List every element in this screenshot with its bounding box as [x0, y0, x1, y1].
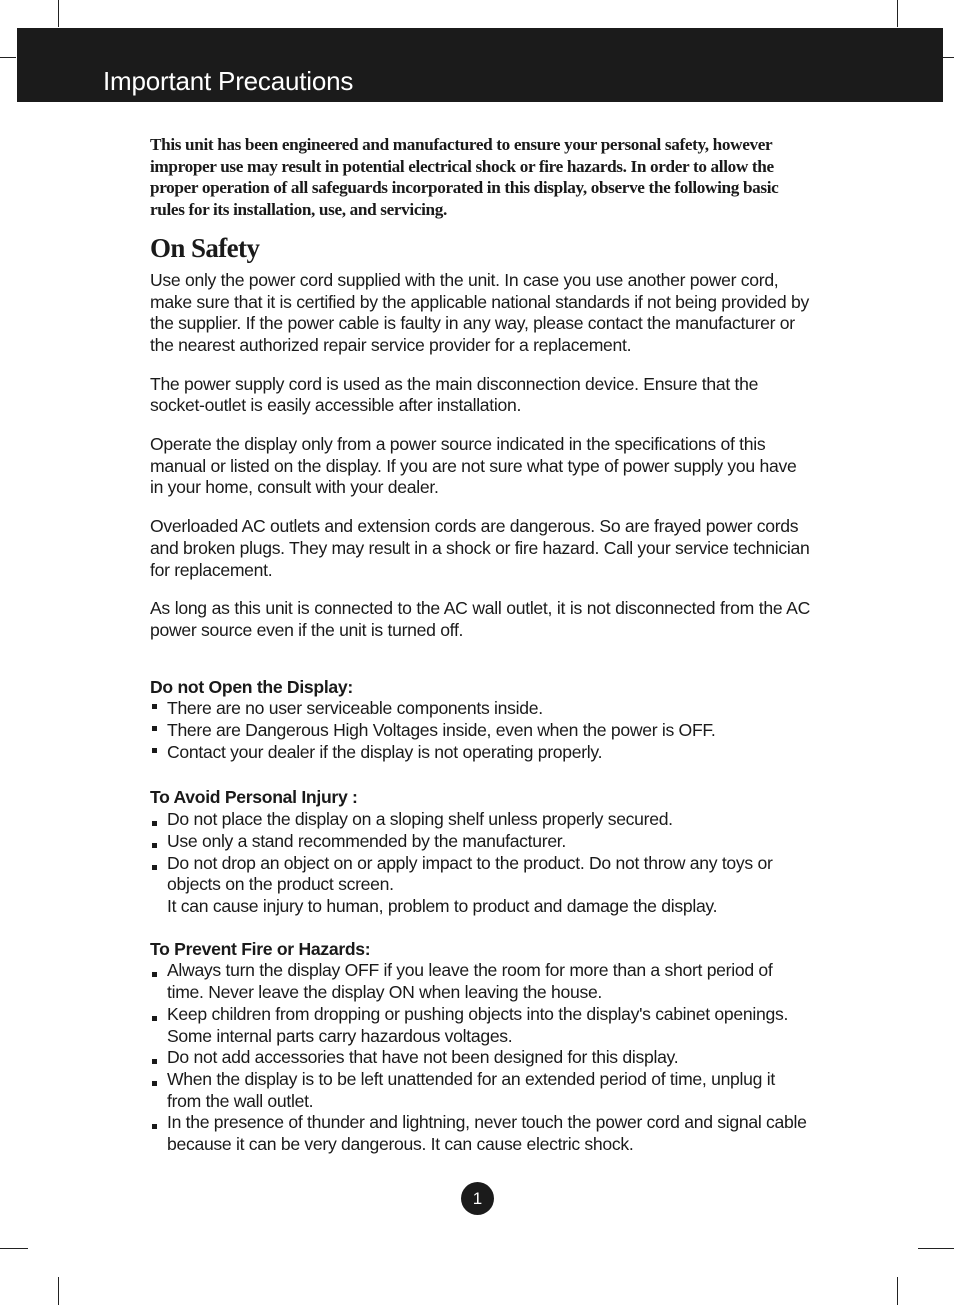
prevent-fire-section [150, 939, 810, 1156]
group-title: Do not Open the Display: [150, 676, 353, 697]
avoid-injury-section [150, 787, 810, 917]
crop-mark [58, 0, 59, 27]
list-item-note: It can cause injury to human, problem to product and damage the display. [167, 895, 718, 916]
bullet-icon [152, 748, 157, 753]
safety-paragraph: Overloaded AC outlets and extension cords are dangerous. So are frayed power cords and broken plugs. They may result in a shock or fire hazard. Call your service technician for replacement. [150, 516, 810, 580]
safety-paragraph: The power supply cord is used as the main disconnection device. Ensure that the socket-outlet is easily accessible after installation. [150, 373, 759, 416]
bullet-icon [152, 821, 157, 826]
bullet-icon [152, 704, 157, 709]
crop-mark [0, 1248, 28, 1249]
group-title: To Avoid Personal Injury : [150, 787, 358, 808]
list-item: Use only a stand recommended by the manufacturer. [150, 831, 810, 853]
safety-paragraph: Operate the display only from a power source indicated in the specifications of this manual or listed on the display. If you are not sure what type of power supply you have in your home, consult with your dealer. [150, 434, 797, 498]
list-item: There are Dangerous High Voltages inside, even when the power is OFF. [150, 720, 810, 742]
safety-paragraph: Use only the power cord supplied with the unit. In case you use another power cord, make sure that it is certified by the applicable national standards if not being provided by the supplier. If the power cable is faulty in any way, please contact the manufacturer or the nearest authorized repair service provider for a replacement. [150, 269, 809, 355]
crop-mark [943, 57, 954, 58]
list-item: Contact your dealer if the display is not operating properly. [150, 742, 810, 764]
bullet-icon [152, 1016, 157, 1021]
list-item: There are no user serviceable components inside. [150, 698, 810, 720]
bullet-icon [152, 865, 157, 870]
page-title: Important Precautions [103, 66, 354, 96]
list-item: Keep children from dropping or pushing objects into the display's cabinet openings. Some internal parts carry hazardous voltages. [150, 1004, 810, 1047]
bullet-icon [152, 843, 157, 848]
list-item: When the display is to be left unattended for an extended period of time, unplug it from the wall outlet. [150, 1069, 810, 1112]
crop-mark [897, 0, 898, 27]
header-bar [17, 28, 943, 102]
crop-mark [0, 57, 16, 58]
bullet-icon [152, 1081, 157, 1086]
bullet-icon [152, 726, 157, 731]
crop-mark [918, 1248, 954, 1249]
list-item: Do not drop an object on or apply impact to the product. Do not throw any toys or objects on the product screen. It can cause injury to human, problem to product and damage the display. [150, 853, 810, 918]
main-content [150, 134, 810, 1156]
bullet-list [150, 809, 810, 918]
do-not-open-section [150, 677, 810, 764]
bullet-icon [152, 1059, 157, 1064]
page-number: 1 [461, 1182, 494, 1215]
bullet-list [150, 960, 810, 1155]
list-item: Do not add accessories that have not been designed for this display. [150, 1047, 810, 1069]
group-title: To Prevent Fire or Hazards: [150, 938, 371, 959]
safety-paragraph: As long as this unit is connected to the AC wall outlet, it is not disconnected from the AC power source even if the unit is turned off. [150, 598, 810, 640]
intro-paragraph: This unit has been engineered and manufactured to ensure your personal safety, however improper use may result in potential electrical shock or fire hazards. In order to allow the proper operation of all safeguards incorporated in this display, observe the following basic rules for its installation, use, and servicing. [150, 135, 779, 220]
crop-mark [58, 1277, 59, 1305]
bullet-list [150, 698, 810, 763]
crop-mark [897, 1277, 898, 1305]
bullet-icon [152, 972, 157, 977]
bullet-icon [152, 1124, 157, 1129]
section-heading-on-safety: On Safety [150, 232, 260, 263]
list-item: In the presence of thunder and lightning, never touch the power cord and signal cable because it can be very dangerous. It can cause electric shock. [150, 1112, 810, 1155]
list-item: Always turn the display OFF if you leave the room for more than a short period of time. Never leave the display ON when leaving the house. [150, 960, 810, 1003]
list-item: Do not place the display on a sloping shelf unless properly secured. [150, 809, 810, 831]
